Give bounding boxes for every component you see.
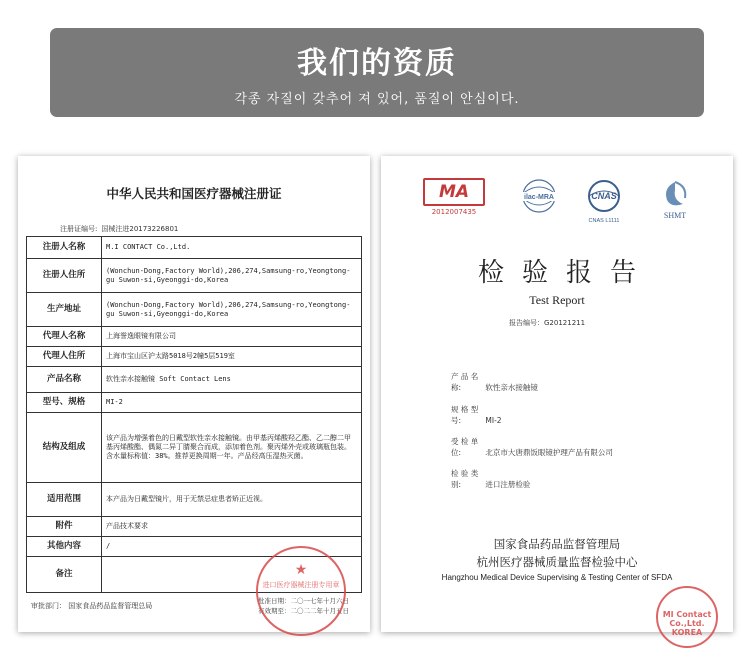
field-label: 受 检 单 位: <box>451 437 479 457</box>
certificate-row-label: 其他内容 <box>27 537 102 557</box>
cnas-logo <box>578 178 630 230</box>
certificate-row-label: 附件 <box>27 517 102 537</box>
certificate-row-value: 本产品为日戴型镜片，用于无禁忌症患者矫正近视。 <box>102 483 362 517</box>
field-model <box>451 404 502 426</box>
field-value: 软性亲水接触镜 <box>485 383 538 392</box>
certificate-row <box>27 393 362 413</box>
approval-date: 批准日期：二〇一七年十月六日 <box>258 597 349 605</box>
certificate-row <box>27 327 362 347</box>
test-report[interactable] <box>381 156 733 637</box>
certificate-row-value: 产品技术要求 <box>102 517 362 537</box>
cnas-number: CNAS L1111 <box>588 218 620 224</box>
ilac-text: ilac-MRA <box>524 194 554 201</box>
header-banner <box>50 28 704 117</box>
report-number: 报告编号：G20121211 <box>509 319 586 327</box>
banner-subtitle: 각종 자질이 갖추어 져 있어, 품질이 안심이다. <box>234 92 520 107</box>
certificate-row <box>27 293 362 327</box>
certificate-row <box>27 483 362 517</box>
shmt-logo <box>653 178 697 224</box>
certificate-row-value: 该产品为增强着色的日戴型软性亲水接触镜。由甲基丙烯酸羟乙酯、乙二醇二甲基丙烯酸酯、偶氮二异丁腈聚合而成，添加着色剂。聚丙烯外壳或玻璃瓶包装。含水量标称值：38%。推荐更换周期一年。产品经高压湿热灭菌。 <box>102 413 362 483</box>
certificate-stamp-text: 进口医疗器械注册专用章 <box>262 581 340 589</box>
certificate-table <box>26 236 362 593</box>
certificate-row-value: M.I CONTACT Co.,Ltd. <box>102 237 362 259</box>
field-product-name <box>451 371 538 393</box>
certificate-row-label: 注册人名称 <box>27 237 102 259</box>
field-value: 进口注册检验 <box>485 480 531 489</box>
certificate-registration-number <box>60 224 182 234</box>
certificate-official-stamp: ★ 进口医疗器械注册专用章 <box>256 546 346 636</box>
field-test-category <box>451 468 530 490</box>
field-value: 北京市大唐鼎饭眼镜护理产品有限公司 <box>485 448 613 457</box>
shmt-text: SHMT <box>663 211 687 220</box>
certificate-row <box>27 413 362 483</box>
report-title: 检验报告 <box>477 258 654 288</box>
field-inspected-unit <box>451 436 613 458</box>
certificate-row-label: 代理人名称 <box>27 327 102 347</box>
certificate-row-label: 产品名称 <box>27 367 102 393</box>
certificate-row-value: 软性亲水接触镜 Soft Contact Lens <box>102 367 362 393</box>
registration-number: 国械注进20173226801 <box>101 225 179 233</box>
field-value: MI-2 <box>485 416 502 425</box>
company-stamp <box>656 586 718 648</box>
registration-certificate[interactable] <box>18 156 370 632</box>
valid-until: 有效期至：二〇二二年十月五日 <box>258 607 349 616</box>
certificate-row <box>27 347 362 367</box>
report-title-en: Test Report <box>529 293 585 307</box>
certificate-row-label: 备注 <box>27 557 102 593</box>
cma-number: 2012007435 <box>431 208 477 216</box>
company-stamp-text: MI Contact Co.,Ltd. KOREA <box>662 610 712 637</box>
registration-label: 注册证编号: <box>60 225 98 233</box>
banner-title: 我们的资质 <box>297 46 457 81</box>
certificate-row-label: 结构及组成 <box>27 413 102 483</box>
ilac-mra-logo <box>513 178 565 222</box>
certificate-row-label: 注册人住所 <box>27 259 102 293</box>
approval-department: 审批部门： 国家食品药品监督管理总局 <box>31 602 153 610</box>
cnas-text: CNAS <box>591 191 617 201</box>
certificate-row <box>27 259 362 293</box>
cma-mark: MA <box>423 178 485 206</box>
issuing-org-1: 国家食品药品监督管理局 <box>493 537 621 551</box>
certificate-row-value: 上海誉逸眼镜有限公司 <box>102 327 362 347</box>
certificate-title: 中华人民共和国医疗器械注册证 <box>106 186 282 201</box>
accreditation-logos <box>423 178 703 238</box>
certificate-row <box>27 367 362 393</box>
field-label: 检 验 类 别: <box>451 469 479 489</box>
certificate-row-value: / <box>102 537 362 557</box>
field-label: 产 品 名 称: <box>451 372 479 392</box>
certificate-row-label: 代理人住所 <box>27 347 102 367</box>
certificate-row-label: 生产地址 <box>27 293 102 327</box>
certificate-row-label: 型号、规格 <box>27 393 102 413</box>
certificate-row <box>27 237 362 259</box>
issuing-org-en: Hangzhou Medical Device Supervising & Testing Center of SFDA <box>441 573 673 582</box>
field-label: 规 格 型 号: <box>451 405 479 425</box>
certificate-row <box>27 517 362 537</box>
certificate-row-value: (Wonchun-Dong,Factory World),206,274,Samsung-ro,Yeongtong-gu Suwon-si,Gyeonggi-do,Korea <box>102 259 362 293</box>
certificate-row-value: 上海市宝山区沪太路5018号2幢5层519室 <box>102 347 362 367</box>
certificate-row-label: 适用范围 <box>27 483 102 517</box>
certificate-row-value: (Wonchun-Dong,Factory World),206,274,Samsung-ro,Yeongtong-gu Suwon-si,Gyeonggi-do,Korea <box>102 293 362 327</box>
issuing-org-2: 杭州医疗器械质量监督检验中心 <box>476 555 638 569</box>
cma-logo <box>423 178 485 216</box>
certificate-row-value: MI-2 <box>102 393 362 413</box>
